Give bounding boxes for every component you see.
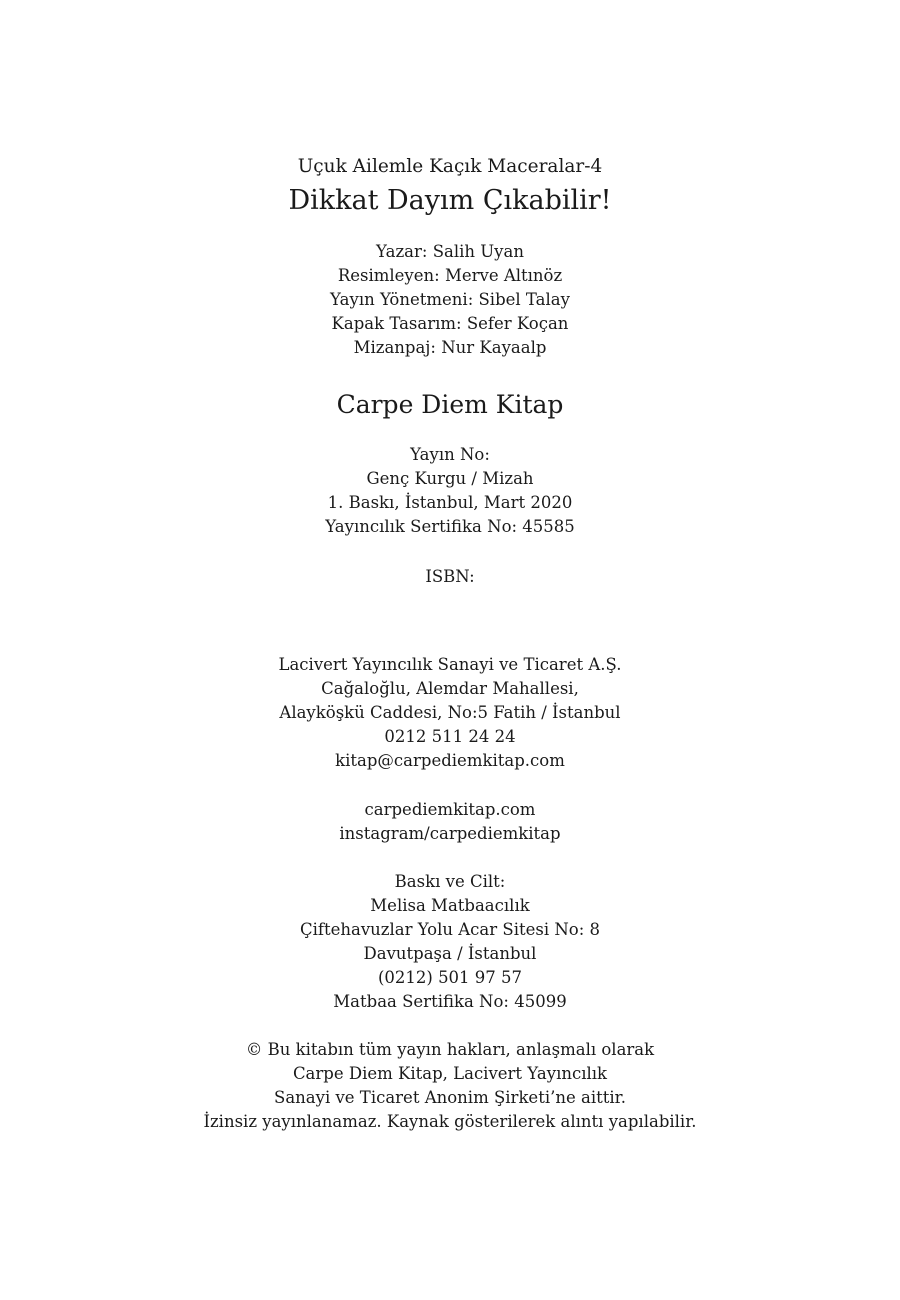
series-block [0, 155, 900, 179]
instagram: instagram/carpediemkitap [339, 824, 561, 843]
printing-block [0, 870, 900, 1014]
rights-line-3: Sanayi ve Ticaret Anonim Şirketi’ne aittir. [274, 1088, 626, 1107]
title-block [0, 184, 900, 218]
edition: 1. Baskı, İstanbul, Mart 2020 [327, 493, 573, 512]
rights-line-2: Carpe Diem Kitap, Lacivert Yayıncılık [292, 1064, 608, 1083]
series-title: Uçuk Ailemle Kaçık Maceralar-4 [297, 156, 603, 177]
book-title: Dikkat Dayım Çıkabilir! [288, 185, 612, 216]
credit-cover-design: Kapak Tasarım: Sefer Koçan [331, 314, 569, 333]
web-block [0, 798, 900, 846]
printer-name: Melisa Matbaacılık [370, 896, 530, 915]
credit-layout: Mizanpaj: Nur Kayaalp [353, 338, 547, 357]
isbn-block [0, 565, 900, 589]
credit-author: Yazar: Salih Uyan [376, 242, 524, 261]
printer-address-1: Çiftehavuzlar Yolu Acar Sitesi No: 8 [299, 920, 601, 939]
rights-line-4: İzinsiz yayınlanamaz. Kaynak gösterilerek alıntı yapılabilir. [203, 1112, 697, 1131]
publication-number: Yayın No: [410, 445, 490, 464]
company-name: Lacivert Yayıncılık Sanayi ve Ticaret A.Ş. [278, 655, 622, 674]
address-line-1: Cağaloğlu, Alemdar Mahallesi, [321, 679, 579, 698]
website: carpediemkitap.com [364, 800, 536, 819]
publisher-name: Carpe Diem Kitap [336, 390, 564, 419]
email: kitap@carpediemkitap.com [335, 751, 565, 770]
credits-block [0, 240, 900, 360]
rights-line-1: © Bu kitabın tüm yayın hakları, anlaşmalı olarak [245, 1040, 655, 1059]
publisher-block [0, 389, 900, 421]
address-block [0, 653, 900, 773]
credit-illustrator: Resimleyen: Merve Altınöz [337, 266, 563, 285]
genre: Genç Kurgu / Mizah [366, 469, 534, 488]
publisher-certificate: Yayıncılık Sertifika No: 45585 [325, 517, 575, 536]
printer-address-2: Davutpaşa / İstanbul [363, 944, 537, 963]
printer-certificate: Matbaa Sertifika No: 45099 [333, 992, 567, 1011]
publication-info-block [0, 443, 900, 539]
phone: 0212 511 24 24 [384, 727, 516, 746]
printer-phone: (0212) 501 97 57 [377, 968, 523, 987]
printing-heading: Baskı ve Cilt: [394, 872, 506, 891]
rights-block [0, 1038, 900, 1134]
credit-editor: Yayın Yönetmeni: Sibel Talay [330, 290, 570, 309]
address-line-2: Alayköşkü Caddesi, No:5 Fatih / İstanbul [279, 703, 621, 722]
isbn: ISBN: [425, 567, 475, 586]
